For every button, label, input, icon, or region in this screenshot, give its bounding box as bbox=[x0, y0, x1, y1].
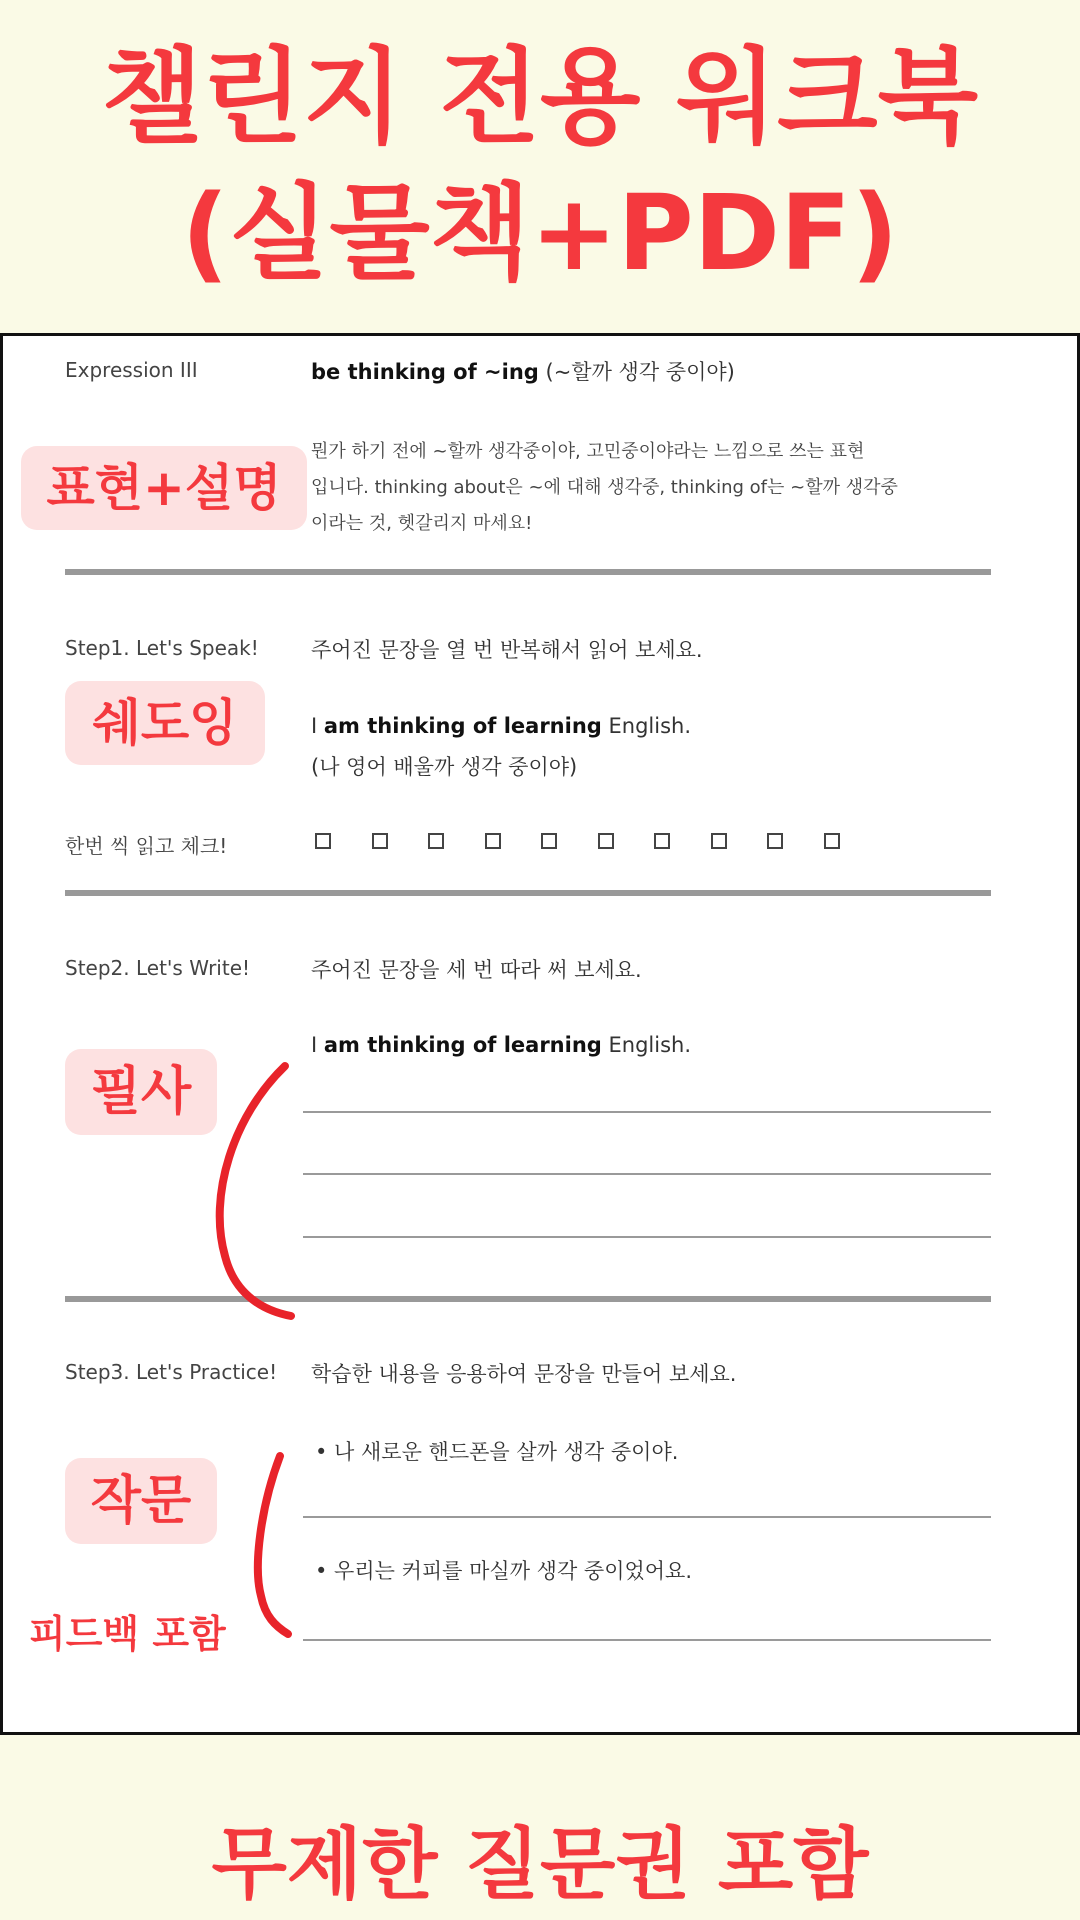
expression-description bbox=[311, 434, 1051, 542]
expression-phrase-meaning: (~할까 생각 중이야) bbox=[538, 360, 735, 384]
writing-line[interactable] bbox=[303, 1639, 991, 1641]
sentence-bold: am thinking of learning bbox=[323, 714, 602, 738]
read-checkbox[interactable] bbox=[767, 833, 783, 849]
read-checkbox[interactable] bbox=[654, 833, 670, 849]
feedback-note: 피드백 포함 bbox=[29, 1612, 226, 1656]
expression-label: Expression III bbox=[65, 358, 198, 382]
composition-badge: 작문 bbox=[65, 1458, 217, 1544]
step3-label: Step3. Let's Practice! bbox=[65, 1360, 278, 1384]
read-checkbox[interactable] bbox=[711, 833, 727, 849]
step1-label: Step1. Let's Speak! bbox=[65, 636, 259, 660]
read-checkbox[interactable] bbox=[428, 833, 444, 849]
section-divider bbox=[65, 569, 991, 575]
step3-prompt: • 우리는 커피를 마실까 생각 중이었어요. bbox=[315, 1559, 693, 1583]
description-line: 이라는 것, 헷갈리지 마세요! bbox=[311, 513, 533, 534]
transcription-badge: 필사 bbox=[65, 1049, 217, 1135]
writing-line[interactable] bbox=[303, 1236, 991, 1238]
step3-instruction: 학습한 내용을 응용하여 문장을 만들어 보세요. bbox=[311, 1362, 737, 1386]
sentence-pre: I bbox=[311, 714, 324, 738]
workbook-page bbox=[0, 333, 1080, 1735]
step1-instruction: 주어진 문장을 열 번 반복해서 읽어 보세요. bbox=[311, 638, 703, 662]
title-line-2: (실물책+PDF) bbox=[181, 172, 899, 294]
section-divider bbox=[65, 1296, 991, 1302]
step2-label: Step2. Let's Write! bbox=[65, 956, 251, 980]
expression-badge: 표현+설명 bbox=[21, 446, 307, 530]
sentence-bold: am thinking of learning bbox=[323, 1033, 602, 1057]
step1-translation: (나 영어 배울까 생각 중이야) bbox=[311, 755, 578, 779]
read-checkbox[interactable] bbox=[485, 833, 501, 849]
description-line: 뭔가 하기 전에 ~할까 생각중이야, 고민중이야라는 느낌으로 쓰는 표현 bbox=[311, 441, 865, 462]
sentence-post: English. bbox=[601, 1033, 691, 1057]
section-divider bbox=[65, 890, 991, 896]
read-checkbox[interactable] bbox=[541, 833, 557, 849]
footer-text: 무제한 질문권 포함 bbox=[211, 1820, 869, 1910]
expression-phrase-bold: be thinking of ~ing bbox=[311, 360, 539, 384]
composition-bracket bbox=[258, 1456, 288, 1634]
read-checkbox[interactable] bbox=[315, 833, 331, 849]
read-checkbox[interactable] bbox=[824, 833, 840, 849]
step1-sentence bbox=[311, 714, 691, 738]
writing-line[interactable] bbox=[303, 1516, 991, 1518]
step3-prompt: • 나 새로운 핸드폰을 살까 생각 중이야. bbox=[315, 1440, 679, 1464]
expression-phrase bbox=[311, 356, 735, 386]
writing-line[interactable] bbox=[303, 1111, 991, 1113]
read-checkbox[interactable] bbox=[598, 833, 614, 849]
sentence-post: English. bbox=[601, 714, 691, 738]
step2-instruction: 주어진 문장을 세 번 따라 써 보세요. bbox=[311, 958, 642, 982]
transcription-bracket bbox=[220, 1066, 291, 1316]
writing-line[interactable] bbox=[303, 1173, 991, 1175]
shadowing-badge: 쉐도잉 bbox=[65, 681, 265, 765]
title-line-1: 챌린지 전용 워크북 bbox=[101, 36, 979, 158]
step2-sentence bbox=[311, 1033, 691, 1057]
sentence-pre: I bbox=[311, 1033, 324, 1057]
read-checkbox[interactable] bbox=[372, 833, 388, 849]
check-label: 한번 씩 읽고 체크! bbox=[65, 834, 228, 858]
description-line: 입니다. thinking about은 ~에 대해 생각중, thinking of는 ~할까 생각중 bbox=[311, 477, 898, 498]
